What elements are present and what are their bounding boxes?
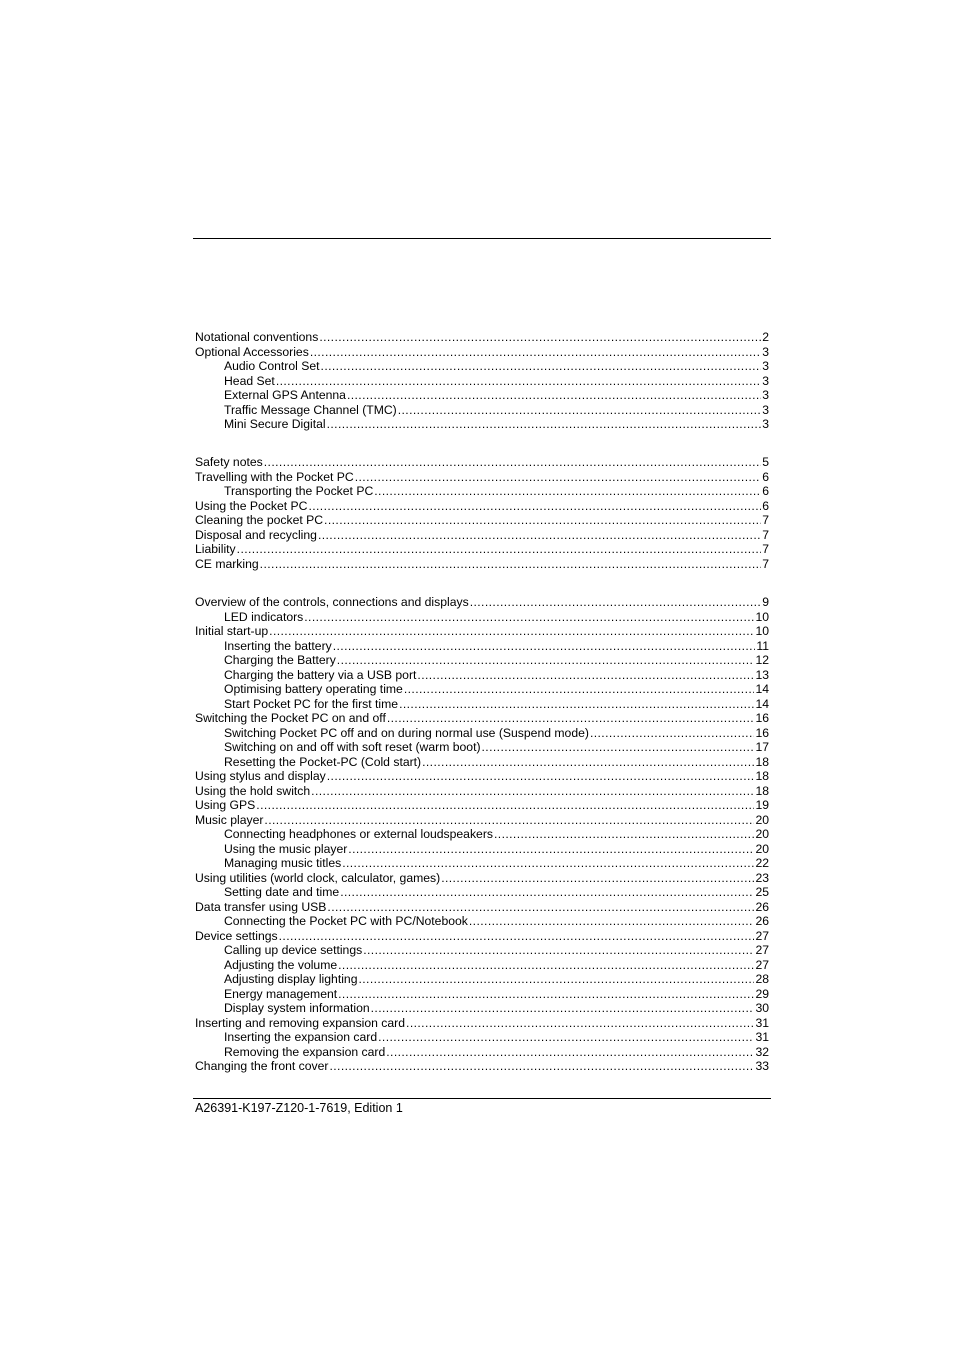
toc-entry-page: 3 bbox=[762, 373, 769, 388]
toc-entry bbox=[195, 871, 769, 886]
toc-entry-page: 10 bbox=[755, 609, 769, 624]
toc-dot-leader bbox=[406, 1016, 754, 1031]
toc-entry-page: 20 bbox=[755, 841, 769, 856]
toc-entry bbox=[195, 885, 769, 900]
toc-entry-page: 23 bbox=[755, 870, 769, 885]
toc-entry-page: 14 bbox=[755, 682, 769, 696]
toc-entry-title: Optional Accessories bbox=[195, 344, 309, 359]
toc-entry bbox=[195, 929, 769, 944]
toc-entry-title: Connecting the Pocket PC with PC/Notebook bbox=[224, 914, 468, 928]
toc-entry-page: 29 bbox=[755, 986, 769, 1001]
toc-entry-title: Music player bbox=[195, 812, 264, 827]
header-rule bbox=[193, 238, 771, 239]
toc-dot-leader bbox=[422, 755, 754, 770]
toc-entry-title: Charging the battery via a USB port bbox=[224, 667, 417, 682]
toc-entry-title: Using GPS bbox=[195, 798, 256, 812]
toc-entry-title: Overview of the controls, connections and displays bbox=[195, 595, 469, 609]
toc-dot-leader bbox=[237, 542, 762, 557]
toc-entry bbox=[195, 682, 769, 697]
toc-entry bbox=[195, 987, 769, 1002]
toc-entry bbox=[195, 1001, 769, 1016]
toc-dot-leader bbox=[386, 1045, 754, 1060]
toc-dot-leader bbox=[363, 943, 754, 958]
toc-dot-leader bbox=[256, 798, 754, 813]
toc-entry bbox=[195, 784, 769, 799]
toc-entry-page: 10 bbox=[755, 624, 769, 638]
toc-dot-leader bbox=[310, 345, 761, 360]
toc-dot-leader bbox=[417, 668, 754, 683]
toc-entry-page: 30 bbox=[755, 1001, 769, 1015]
toc-dot-leader bbox=[399, 697, 754, 712]
toc-entry-title: Switching the Pocket PC on and off bbox=[195, 711, 386, 725]
toc-entry bbox=[195, 345, 769, 360]
toc-entry-page: 22 bbox=[755, 856, 769, 870]
toc-dot-leader bbox=[279, 929, 755, 944]
toc-entry bbox=[195, 417, 769, 432]
toc-entry-title: Travelling with the Pocket PC bbox=[195, 469, 354, 484]
toc-entry-page: 18 bbox=[755, 783, 769, 798]
toc-dot-leader bbox=[264, 813, 754, 828]
toc-entry-title: Display system information bbox=[224, 1001, 370, 1015]
toc-dot-leader bbox=[358, 972, 754, 987]
toc-entry-title: Adjusting display lighting bbox=[224, 972, 358, 986]
toc-dot-leader bbox=[324, 513, 761, 528]
toc-entry-page: 26 bbox=[755, 899, 769, 914]
toc-entry-page: 3 bbox=[762, 388, 769, 402]
toc-entry-page: 17 bbox=[755, 740, 769, 754]
toc-dot-leader bbox=[264, 455, 761, 470]
toc-entry-page: 31 bbox=[755, 1030, 769, 1044]
toc-entry bbox=[195, 470, 769, 485]
toc-entry-title: Switching Pocket PC off and on during normal use (Suspend mode) bbox=[224, 725, 589, 740]
toc-entry bbox=[195, 900, 769, 915]
toc-entry-title: Using utilities (world clock, calculator, games) bbox=[195, 870, 441, 885]
toc-dot-leader bbox=[329, 1059, 754, 1074]
toc-entry-title: Adjusting the volume bbox=[224, 957, 338, 972]
toc-dot-leader bbox=[321, 359, 762, 374]
toc-dot-leader bbox=[378, 1030, 754, 1045]
toc-dot-leader bbox=[337, 653, 755, 668]
toc-dot-leader bbox=[590, 726, 755, 741]
toc-dot-leader bbox=[327, 417, 762, 432]
toc-dot-leader bbox=[374, 484, 761, 499]
toc-entry bbox=[195, 726, 769, 741]
toc-dot-leader bbox=[482, 740, 755, 755]
toc-dot-leader bbox=[304, 610, 754, 625]
toc-entry-title: Using stylus and display bbox=[195, 769, 326, 783]
toc-dot-leader bbox=[269, 624, 754, 639]
toc-dot-leader bbox=[470, 595, 762, 610]
toc-entry bbox=[195, 1016, 769, 1031]
toc-dot-leader bbox=[404, 682, 755, 697]
toc-dot-leader bbox=[319, 330, 761, 345]
toc-entry bbox=[195, 1030, 769, 1045]
toc-entry-title: Calling up device settings bbox=[224, 943, 363, 957]
toc-entry-title: Inserting the expansion card bbox=[224, 1030, 378, 1044]
toc-entry bbox=[195, 484, 769, 499]
toc-dot-leader bbox=[327, 769, 755, 784]
toc-entry bbox=[195, 1045, 769, 1060]
toc-entry-title: Using the music player bbox=[224, 841, 348, 856]
toc-dot-leader bbox=[327, 900, 754, 915]
toc-entry-title: Inserting and removing expansion card bbox=[195, 1015, 406, 1030]
toc-entry bbox=[195, 972, 769, 987]
toc-dot-leader bbox=[469, 914, 755, 929]
toc-dot-leader bbox=[308, 499, 761, 514]
toc-entry-page: 7 bbox=[762, 513, 769, 527]
toc-entry bbox=[195, 958, 769, 973]
toc-entry bbox=[195, 697, 769, 712]
toc-entry bbox=[195, 455, 769, 470]
toc-entry bbox=[195, 842, 769, 857]
toc-dot-leader bbox=[348, 842, 754, 857]
toc-entry-title: Resetting the Pocket-PC (Cold start) bbox=[224, 754, 422, 769]
toc-entry bbox=[195, 542, 769, 557]
toc-entry-title: Device settings bbox=[195, 928, 278, 943]
toc-entry-page: 18 bbox=[755, 769, 769, 783]
toc-entry bbox=[195, 740, 769, 755]
toc-entry-title: LED indicators bbox=[224, 609, 304, 624]
toc-dot-leader bbox=[311, 784, 754, 799]
toc-group-1 bbox=[195, 330, 769, 432]
toc-entry bbox=[195, 513, 769, 528]
toc-entry-page: 26 bbox=[755, 914, 769, 928]
toc-entry-page: 12 bbox=[755, 653, 769, 667]
toc-entry-page: 6 bbox=[762, 498, 769, 513]
toc-entry-page: 19 bbox=[755, 798, 769, 812]
toc-group-3 bbox=[195, 595, 769, 1074]
toc-entry-title: Initial start-up bbox=[195, 624, 269, 638]
toc-entry-page: 7 bbox=[762, 542, 769, 556]
toc-entry bbox=[195, 374, 769, 389]
toc-entry bbox=[195, 668, 769, 683]
toc-entry-title: Mini Secure Digital bbox=[224, 417, 326, 431]
toc-entry-title: Optimising battery operating time bbox=[224, 682, 403, 696]
toc-entry bbox=[195, 943, 769, 958]
toc-entry bbox=[195, 914, 769, 929]
toc-entry-page: 3 bbox=[762, 417, 769, 431]
toc-entry bbox=[195, 653, 769, 668]
toc-entry-page: 9 bbox=[762, 595, 769, 609]
toc-dot-leader bbox=[338, 958, 754, 973]
toc-dot-leader bbox=[441, 871, 754, 886]
toc-entry bbox=[195, 610, 769, 625]
toc-entry bbox=[195, 639, 769, 654]
toc-entry bbox=[195, 755, 769, 770]
toc-entry-title: Disposal and recycling bbox=[195, 527, 317, 542]
toc-entry bbox=[195, 330, 769, 345]
toc-entry bbox=[195, 624, 769, 639]
toc-entry-title: Managing music titles bbox=[224, 856, 342, 870]
toc-dot-leader bbox=[276, 374, 761, 389]
toc-entry-title: Transporting the Pocket PC bbox=[224, 484, 374, 498]
footer-rule bbox=[193, 1098, 771, 1099]
toc-dot-leader bbox=[340, 885, 754, 900]
toc-entry-page: 7 bbox=[762, 527, 769, 542]
toc-entry-title: Audio Control Set bbox=[224, 359, 320, 373]
toc-entry-title: Liability bbox=[195, 542, 236, 556]
toc-entry-title: Removing the expansion card bbox=[224, 1044, 386, 1059]
toc-entry-title: Switching on and off with soft reset (warm boot) bbox=[224, 740, 481, 754]
toc-dot-leader bbox=[333, 639, 756, 654]
toc-entry-page: 28 bbox=[755, 972, 769, 986]
toc-entry-page: 27 bbox=[755, 928, 769, 943]
toc-entry-title: Charging the Battery bbox=[224, 653, 336, 667]
toc-entry bbox=[195, 856, 769, 871]
toc-entry bbox=[195, 528, 769, 543]
toc-entry-title: Inserting the battery bbox=[224, 638, 332, 653]
toc-entry bbox=[195, 557, 769, 572]
toc-entry bbox=[195, 595, 769, 610]
toc-entry-title: Using the hold switch bbox=[195, 783, 311, 798]
toc-entry-page: 11 bbox=[756, 638, 769, 653]
toc-entry-page: 31 bbox=[755, 1015, 769, 1030]
toc-dot-leader bbox=[347, 388, 761, 403]
document-id: A26391-K197-Z120-1-7619, Edition 1 bbox=[195, 1101, 403, 1115]
toc-dot-leader bbox=[371, 1001, 755, 1016]
toc-entry bbox=[195, 388, 769, 403]
toc-entry-page: 27 bbox=[755, 957, 769, 972]
toc-entry-page: 33 bbox=[755, 1059, 769, 1073]
toc-entry-title: Energy management bbox=[224, 986, 338, 1001]
toc-dot-leader bbox=[387, 711, 755, 726]
toc-entry-page: 13 bbox=[755, 667, 769, 682]
toc-group-2 bbox=[195, 455, 769, 571]
toc-entry bbox=[195, 403, 769, 418]
toc-dot-leader bbox=[338, 987, 754, 1002]
toc-entry-title: Setting date and time bbox=[224, 885, 340, 899]
toc-entry-title: Data transfer using USB bbox=[195, 899, 327, 914]
toc-entry-title: Safety notes bbox=[195, 455, 263, 469]
toc-entry-title: External GPS Antenna bbox=[224, 388, 346, 402]
toc-entry-page: 3 bbox=[762, 402, 769, 417]
toc-dot-leader bbox=[260, 557, 762, 572]
toc-dot-leader bbox=[494, 827, 754, 842]
toc-entry-page: 25 bbox=[755, 885, 769, 899]
toc-entry bbox=[195, 813, 769, 828]
toc-entry-page: 27 bbox=[755, 943, 769, 957]
toc-entry-page: 16 bbox=[755, 725, 769, 740]
toc-dot-leader bbox=[342, 856, 754, 871]
toc-entry bbox=[195, 769, 769, 784]
toc-entry-page: 7 bbox=[762, 556, 769, 571]
toc-entry-title: Changing the front cover bbox=[195, 1059, 329, 1073]
toc-entry-page: 20 bbox=[755, 827, 769, 841]
toc-entry-page: 6 bbox=[762, 484, 769, 498]
toc-entry bbox=[195, 798, 769, 813]
toc-entry-title: Using the Pocket PC bbox=[195, 498, 308, 513]
toc-entry-page: 32 bbox=[755, 1044, 769, 1059]
toc-entry-page: 5 bbox=[762, 455, 769, 469]
toc-entry-page: 16 bbox=[755, 711, 769, 725]
toc-entry-page: 3 bbox=[762, 359, 769, 373]
toc-entry-title: Cleaning the pocket PC bbox=[195, 513, 324, 527]
toc-entry bbox=[195, 1059, 769, 1074]
toc-dot-leader bbox=[398, 403, 762, 418]
toc-entry bbox=[195, 499, 769, 514]
toc-entry-page: 2 bbox=[762, 330, 769, 344]
toc-entry bbox=[195, 827, 769, 842]
toc-entry-page: 20 bbox=[755, 812, 769, 827]
toc-entry-title: Head Set bbox=[224, 373, 275, 388]
toc-entry-title: Start Pocket PC for the first time bbox=[224, 696, 399, 711]
toc-entry bbox=[195, 711, 769, 726]
toc-entry-title: Notational conventions bbox=[195, 330, 319, 344]
toc-entry-title: Connecting headphones or external loudspeakers bbox=[224, 827, 493, 841]
toc-entry-page: 14 bbox=[755, 696, 769, 711]
toc-entry-title: CE marking bbox=[195, 556, 259, 571]
toc-entry-page: 18 bbox=[755, 754, 769, 769]
toc-entry-title: Traffic Message Channel (TMC) bbox=[224, 402, 397, 417]
toc-entry-page: 3 bbox=[762, 344, 769, 359]
toc-dot-leader bbox=[355, 470, 761, 485]
toc-dot-leader bbox=[318, 528, 761, 543]
toc-entry bbox=[195, 359, 769, 374]
toc-entry-page: 6 bbox=[762, 469, 769, 484]
